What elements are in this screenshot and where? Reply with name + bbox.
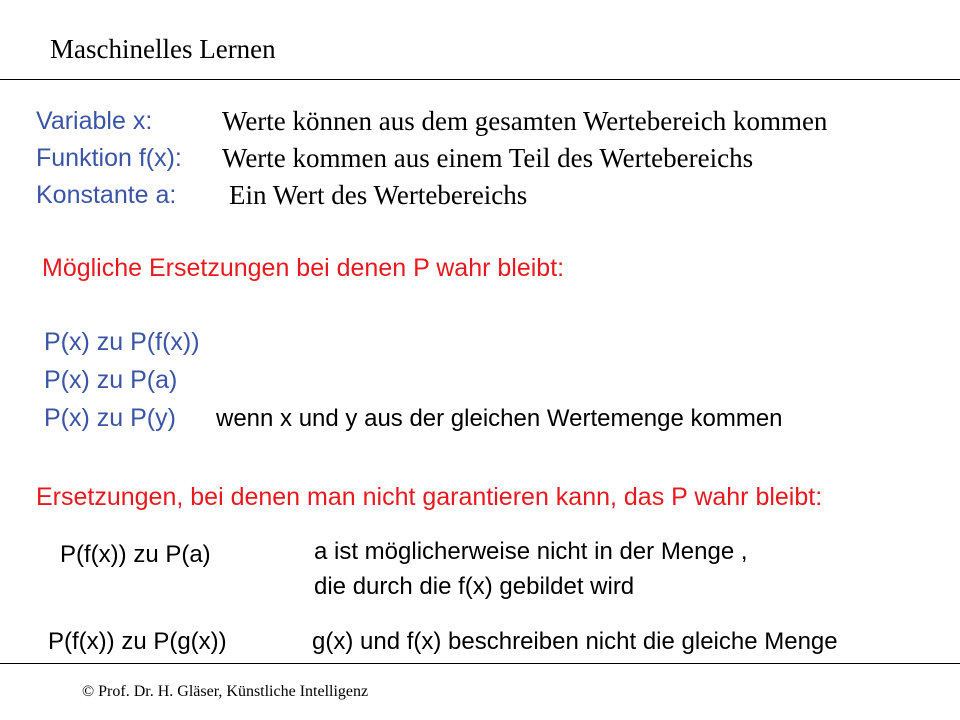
definition-text-variable: Werte können aus dem gesamten Wertebereich kommen [222,106,828,136]
definition-label-variable: Variable x: [36,107,153,135]
slide-title: Maschinelles Lernen [50,34,276,64]
definition-label-constant: Konstante a: [36,181,177,209]
possible-formula-1: P(x) zu P(f(x)) [44,328,200,356]
footer-copyright: © Prof. Dr. H. Gläser, Künstliche Intelligenz [82,683,369,700]
not-guaranteed-formula-2: P(f(x)) zu P(g(x)) [48,628,227,655]
not-guaranteed-note-1-line1: a ist möglicherweise nicht in der Menge , [314,538,748,565]
definition-label-function: Funktion f(x): [36,144,182,172]
not-guaranteed-note-1-line2: die durch die f(x) gebildet wird [314,573,635,600]
not-guaranteed-heading: Ersetzungen, bei denen man nicht garantieren kann, das P wahr bleibt: [36,483,823,511]
not-guaranteed-note-2: g(x) und f(x) beschreiben nicht die gleiche Menge [312,628,838,655]
possible-formula-3-note: wenn x und y aus der gleichen Wertemenge kommen [216,405,783,432]
possible-formula-2: P(x) zu P(a) [44,366,178,394]
possible-formula-3: P(x) zu P(y) [44,404,176,432]
not-guaranteed-formula-1: P(f(x)) zu P(a) [60,541,211,568]
top-divider [0,79,960,80]
bottom-divider [0,663,960,664]
definition-text-function: Werte kommen aus einem Teil des Wertebereichs [222,143,754,173]
possible-substitutions-heading: Mögliche Ersetzungen bei denen P wahr bleibt: [42,254,565,282]
definition-text-constant: Ein Wert des Wertebereichs [229,180,528,210]
